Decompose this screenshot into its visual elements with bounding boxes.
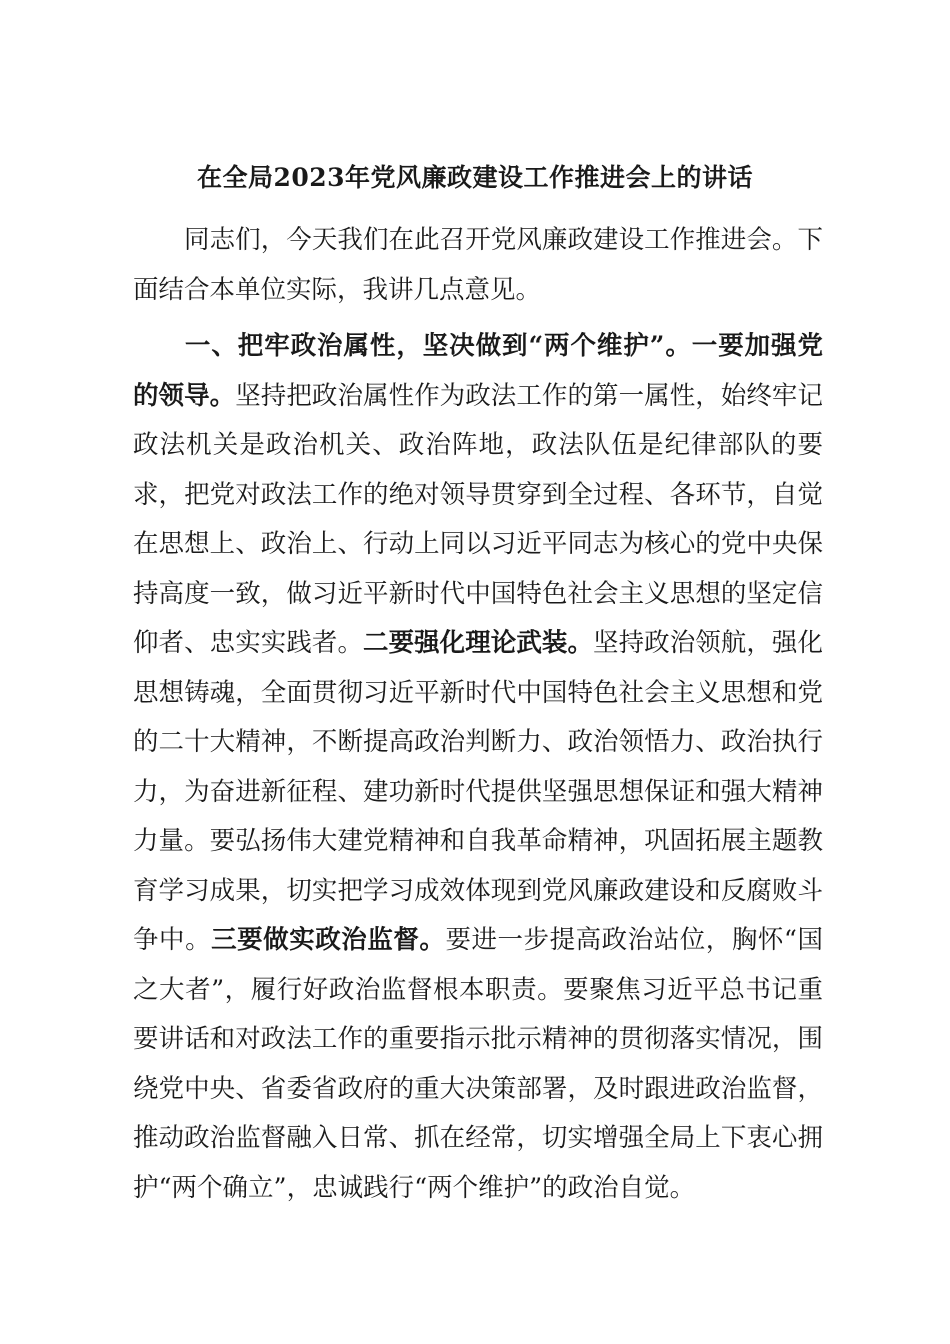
point-one-heading: 一要加强党的领导。 [133, 331, 823, 411]
point-two-heading: 二要强化理论武装。 [363, 628, 594, 658]
point-two-text: 坚持政治领航，强化思想铸魂，全面贯彻习近平新时代中国特色社会主义思想和党的二十大精神，不断提高政治判断力、政治领悟力、政治执行力，为奋进新征程、建功新时代提供坚强思想保证和强大精神力量。要弘扬伟大建党精神和自我革命精神，巩固拓展主题教育学习成果，切实把学习成效体现到党风廉政建设和反腐败斗争中。 [133, 628, 823, 955]
section-one-heading: 一、把牢政治属性，坚决做到“两个维护”。 [184, 331, 692, 361]
intro-text: 同志们，今天我们在此召开党风廉政建设工作推进会。下面结合本单位实际，我讲几点意见。 [133, 225, 823, 305]
point-three-text: 要进一步提高政治站位，胸怀“国之大者”，履行好政治监督根本职责。要聚焦习近平总书记重要讲话和对政法工作的重要指示批示精神的贯彻落实情况，围绕党中央、省委省政府的重大决策部署，及时跟进政治监督，推动政治监督融入日常、抓在经常，切实增强全局上下衷心拥护“两个确立”，忠诚践行“两个维护”的政治自觉。 [133, 925, 823, 1203]
document-title: 在全局2023年党风廉政建设工作推进会上的讲话 [196, 163, 754, 192]
section-one-paragraph [133, 322, 823, 1213]
intro-paragraph [133, 216, 823, 315]
point-one-text: 坚持把政治属性作为政法工作的第一属性，始终牢记政法机关是政治机关、政治阵地，政法队伍是纪律部队的要求，把党对政法工作的绝对领导贯穿到全过程、各环节，自觉在思想上、政治上、行动上同以习近平同志为核心的党中央保持高度一致，做习近平新时代中国特色社会主义思想的坚定信仰者、忠实实践者。 [133, 380, 823, 658]
point-three-heading: 三要做实政治监督。 [211, 925, 446, 955]
